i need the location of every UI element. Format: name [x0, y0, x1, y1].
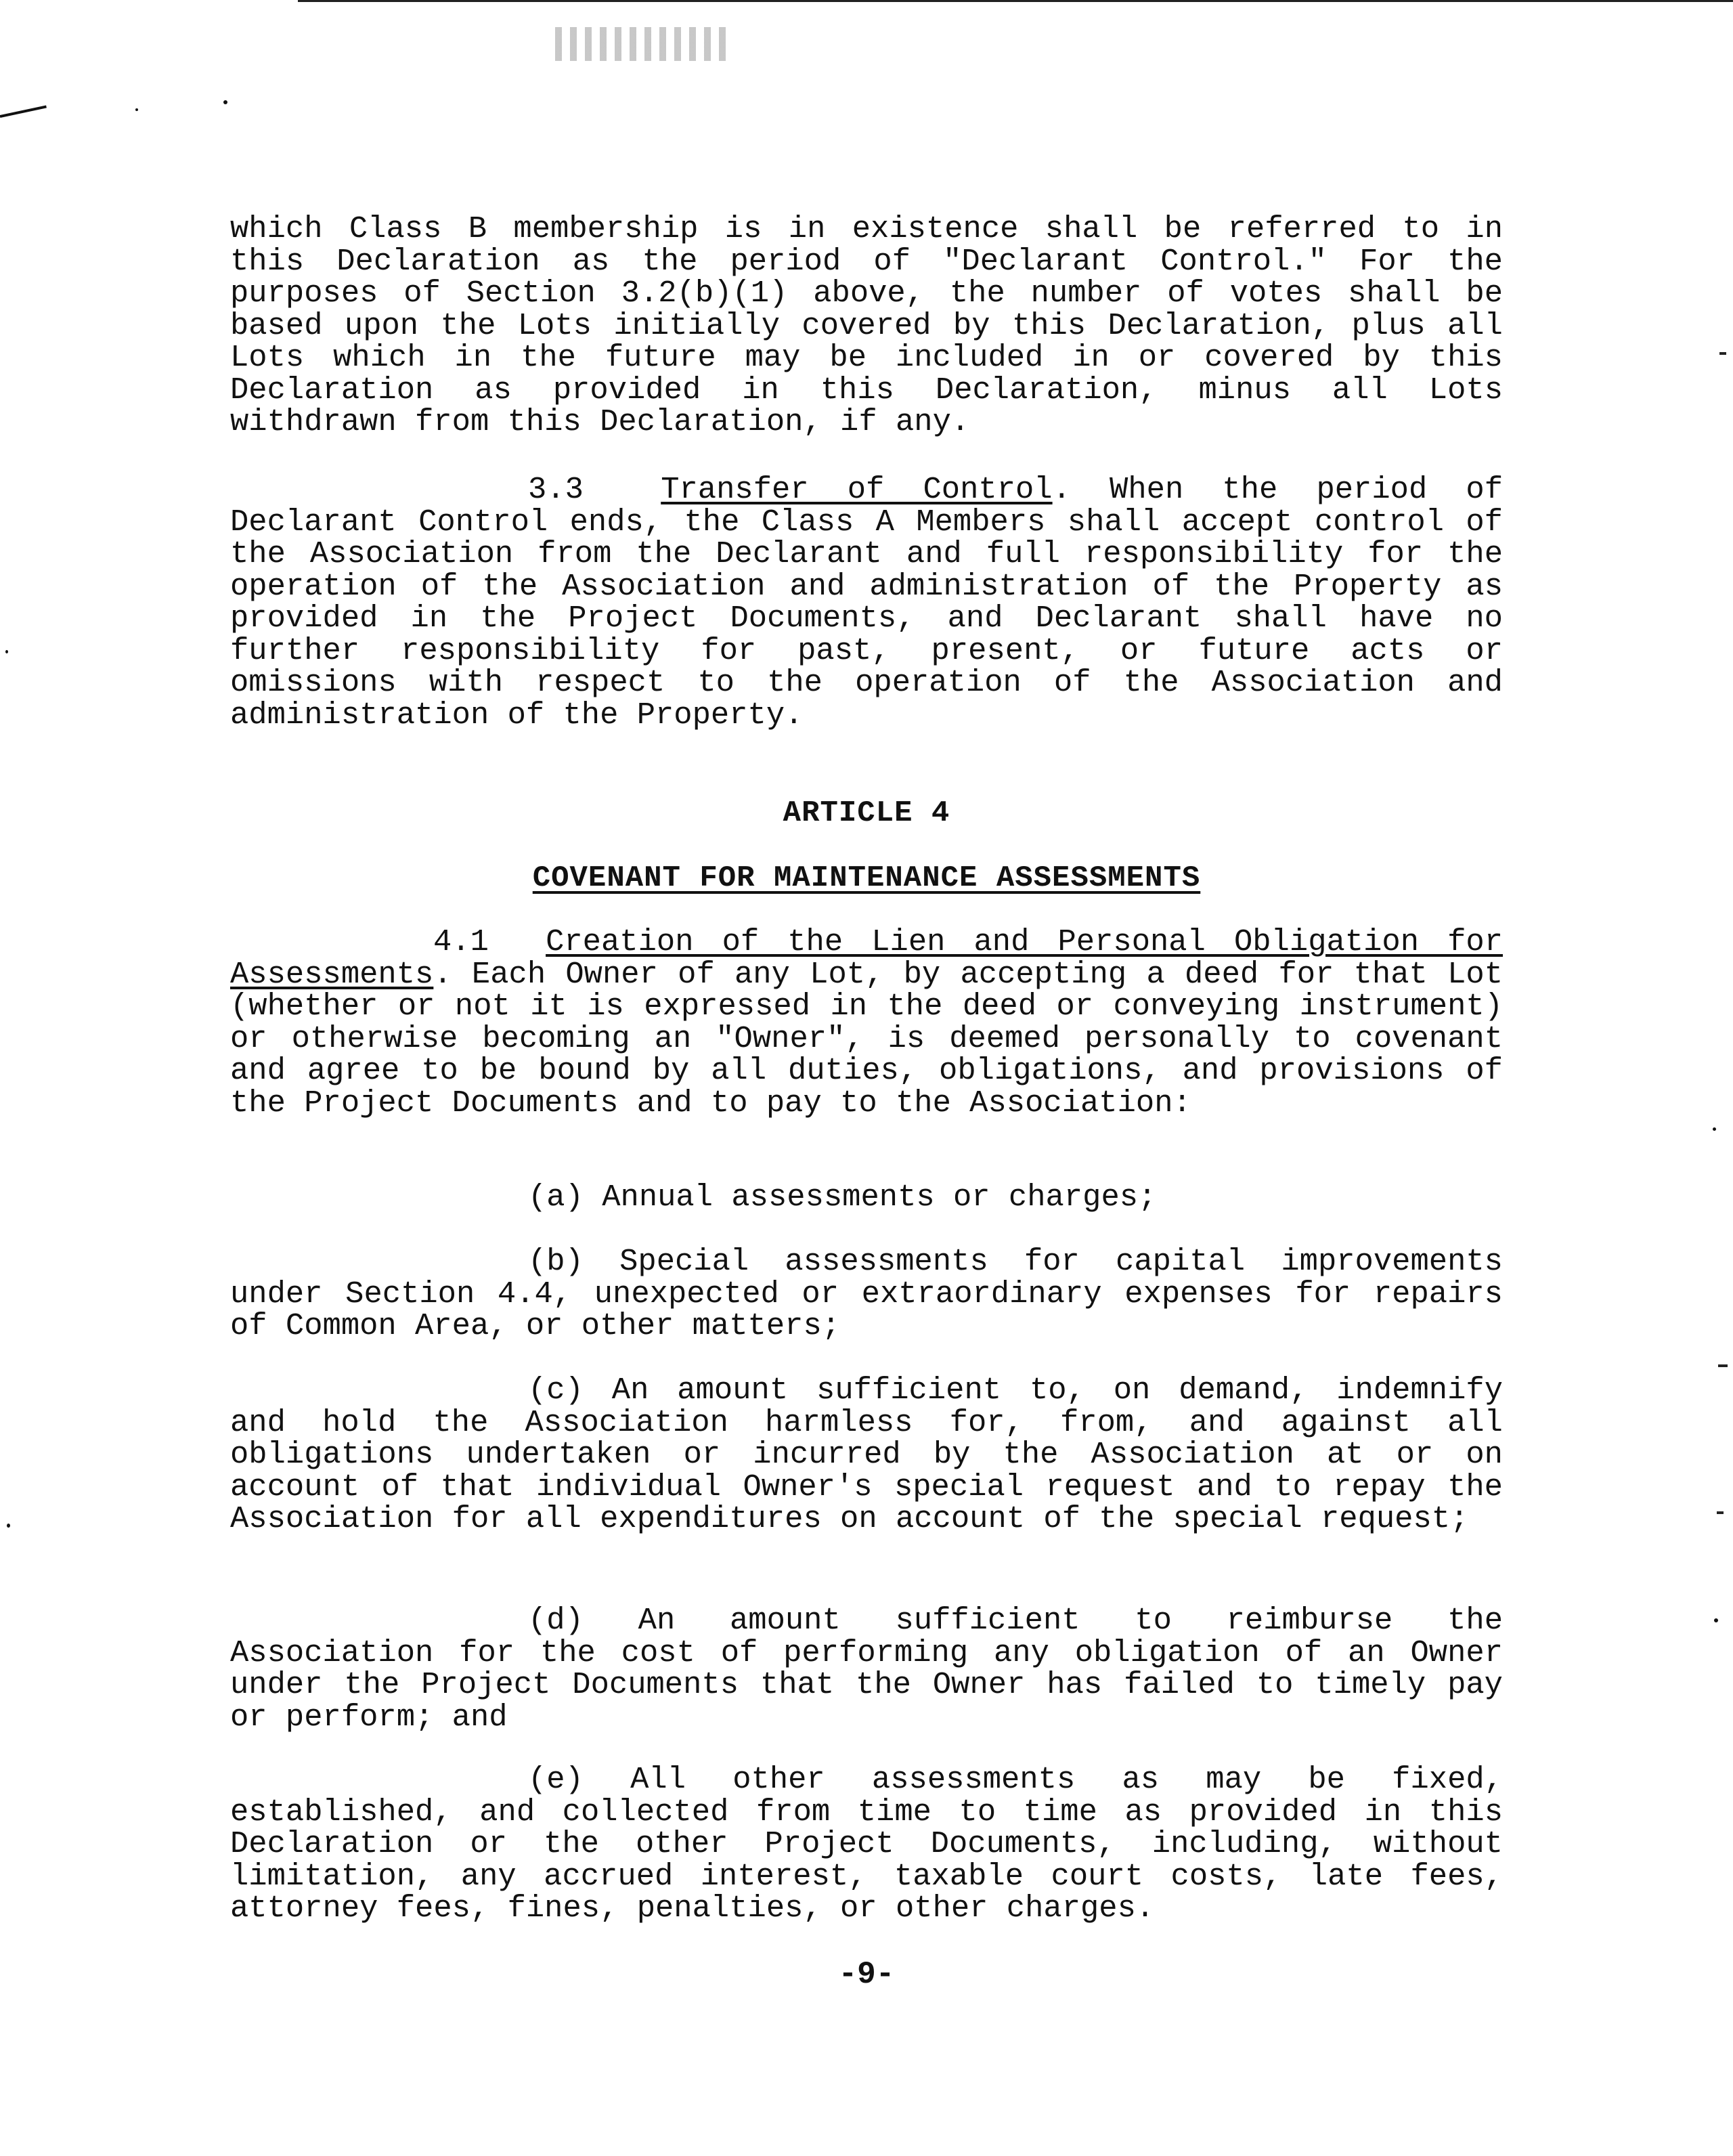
scan-speck: [5, 650, 8, 653]
scan-speck: [1713, 1127, 1716, 1131]
item-c: [230, 1375, 1503, 1536]
item-a-text: (a) Annual assessments or charges;: [528, 1180, 1157, 1215]
item-b-text: (b) Special assessments for capital improvements under Section 4.4, unexpected or extraordinary expenses for repairs of Common Area, or other matters;: [230, 1244, 1503, 1343]
item-a: [230, 1182, 1503, 1214]
scan-edge-top: [298, 0, 1733, 2]
article-heading: ARTICLE 4: [783, 796, 950, 830]
section-4-1-body: . Each Owner of any Lot, by accepting a deed for that Lot (whether or not it is expressed in the deed or conveying instrument) or otherwise becoming an "Owner", is deemed personally to covenant and agree to be bound by all duties, obligations, and provisions of the Project Documents and to pay to the Association:: [230, 956, 1503, 1121]
scan-smudge: [555, 27, 731, 61]
section-3-3-number: 3.3: [528, 472, 584, 507]
article-title-text: COVENANT FOR MAINTENANCE ASSESSMENTS: [532, 861, 1201, 895]
scan-edge-left: [0, 105, 47, 117]
scan-mark: [1719, 352, 1726, 355]
section-3-3: [230, 474, 1503, 731]
scan-speck: [1714, 1618, 1718, 1622]
scan-speck: [223, 100, 227, 104]
item-b: [230, 1246, 1503, 1343]
page-number: -9-: [838, 1957, 895, 1992]
section-3-3-title: Transfer of Control: [661, 472, 1053, 507]
scan-speck: [7, 1524, 10, 1528]
paragraph-declarant-control: which Class B membership is in existence shall be referred to in this Declaration as the period of "Declarant Control." For the purposes of Section 3.2(b)(1) above, the number of votes shall be based upon the Lots initially covered by this Declaration, plus all Lots which in the future may be included in or covered by this Declaration as provided in this Declaration, minus all Lots withdrawn from this Declaration, if any.: [230, 211, 1503, 439]
scan-mark: [1717, 1511, 1724, 1514]
item-d-text: (d) An amount sufficient to reimburse the Association for the cost of performing any obligation of an Owner under the Project Documents that the Owner has failed to timely pay or perform; and: [230, 1603, 1503, 1735]
article-title: [0, 861, 1733, 895]
section-3-3-body: . When the period of Declarant Control ends, the Class A Members shall accept control of the Association from the Declarant and full responsibility for the operation of the Association and administration of the Property as provided in the Project Documents, and Declarant shall have no further responsibility for past, present, or future acts or omissions with respect to the operation of the Association and administration of the Property.: [230, 472, 1504, 733]
scan-speck: [135, 108, 138, 111]
section-4-1-title: Creation of the Lien and Personal Obligation for Assessments: [230, 924, 1503, 992]
section-4-1: [230, 926, 1503, 1119]
item-e: [230, 1764, 1503, 1925]
item-e-text: (e) All other assessments as may be fixed, established, and collected from time to time as provided in this Declaration or the other Project Documents, including, without limitation, any accrued interest, taxable court costs, late fees, attorney fees, fines, penalties, or other charges.: [230, 1762, 1503, 1926]
section-4-1-number: 4.1: [433, 924, 489, 960]
item-c-text: (c) An amount sufficient to, on demand, indemnify and hold the Association harmless for, from, and against all obligations undertaken or incurred by the Association at or on account of that individual Owner's special request and to repay the Association for all expenditures on account of the special request;: [230, 1373, 1503, 1536]
scan-mark: [1718, 1364, 1728, 1367]
item-d: [230, 1605, 1503, 1733]
